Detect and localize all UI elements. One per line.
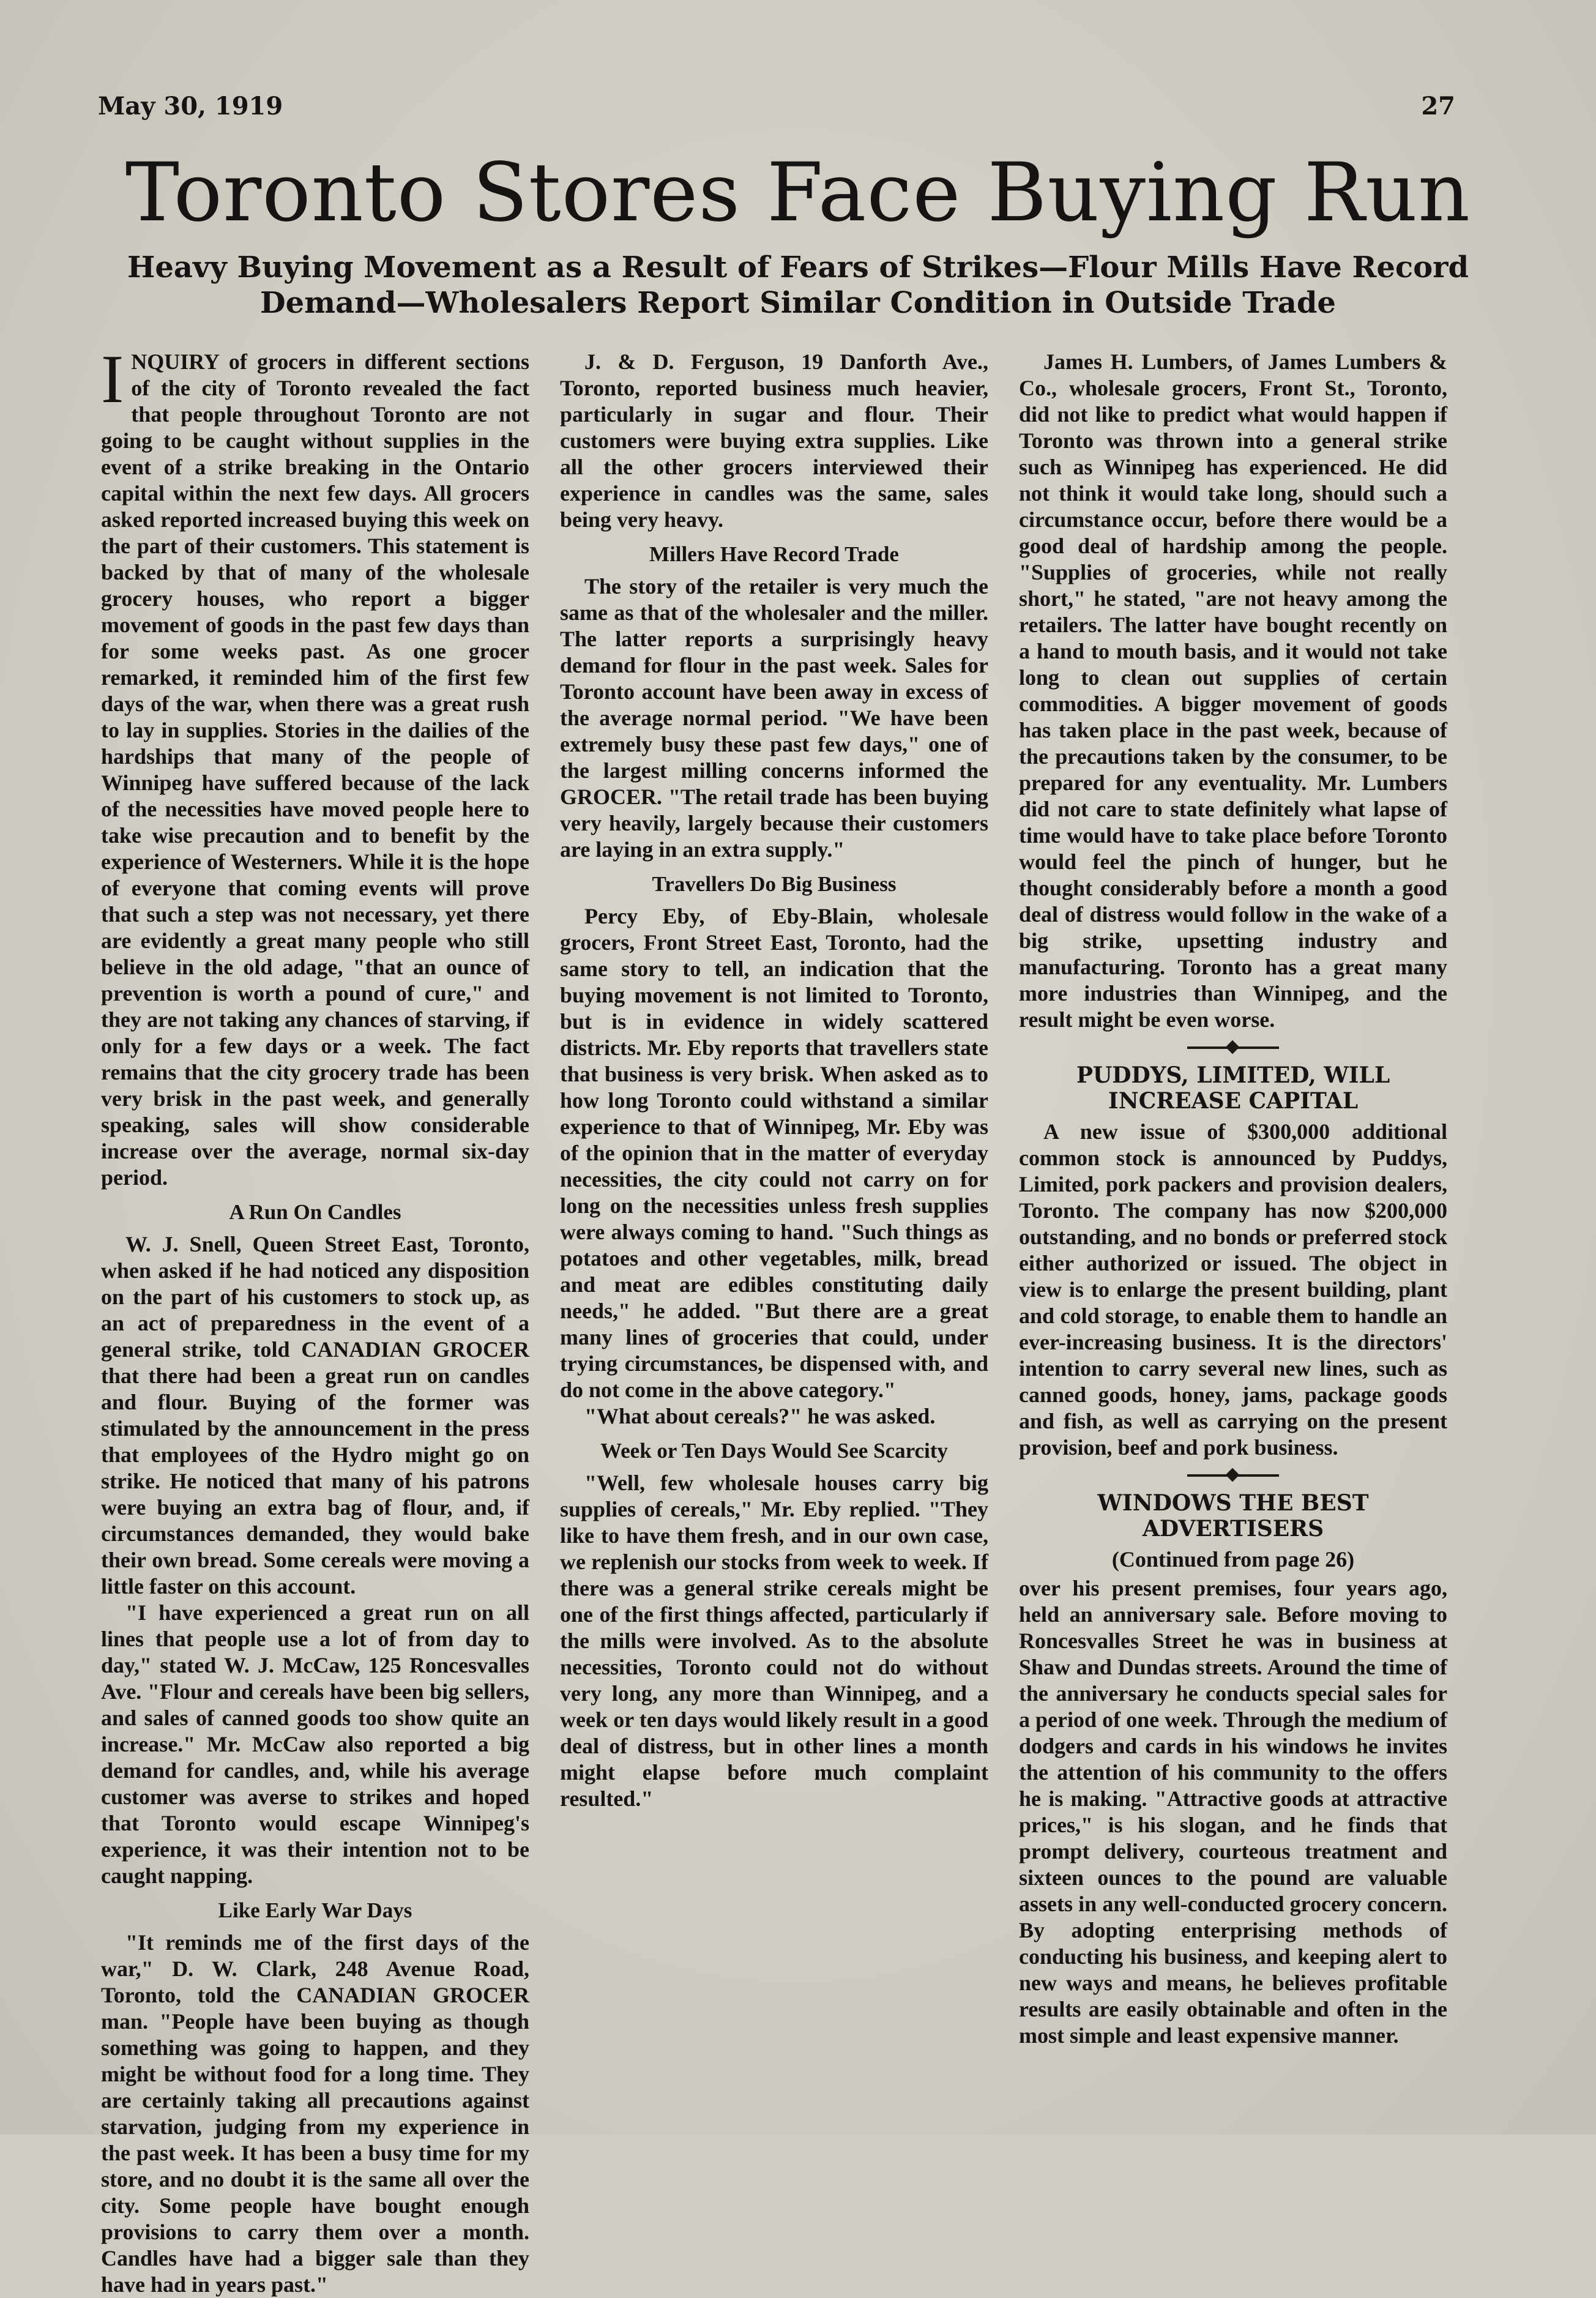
puddys-headline: PUDDYS, LIMITED, WILL INCREASE CAPITAL — [1076, 1062, 1390, 1114]
column-2 — [560, 349, 988, 1812]
column-3 — [1019, 349, 1447, 2049]
issue-date: May 30, 1919 — [98, 92, 283, 121]
lead-paragraph — [101, 341, 529, 1191]
paragraph: "I have experienced a great run on all lines that people use a lot of from day to day," stated W. J. McCaw, 125 Roncesvalles Ave. "Flour and cereals have been big sellers, and sales of canned goods too show quite an increase." Mr. McCaw also reported a big demand for candles, and, while his average customer was averse to strikes and hoped that Toronto would escape Winnipeg's experience, it was their intention not to be caught napping. — [101, 1600, 529, 1888]
column-1 — [101, 341, 529, 2298]
paragraph: "What about cereals?" he was asked. — [584, 1404, 936, 1428]
paragraph: "It reminds me of the first days of the war," D. W. Clark, 248 Avenue Road, Toronto, told the CANADIAN GROCER man. "People have been buying as though something was going to happen, and they might be without food for a long time. They are certainly taking all precautions against starvation, judging from my experience in the past week. It has been a busy time for my store, and no doubt it is the same all over the city. Some people have bought enough provisions to carry them over a month. Candles have had a bigger sale than they have had in years past." — [101, 1930, 529, 2297]
continued-note: (Continued from page 26) — [1111, 1547, 1355, 1572]
ornamental-rule — [1187, 1474, 1279, 1477]
subheadline-line: Heavy Buying Movement as a Result of Fears of Strikes—Flour Mills Have Record — [127, 250, 1469, 285]
paragraph: J. & D. Ferguson, 19 Danforth Ave., Toronto, reported business much heavier, particularly in sugar and flour. Their customers were buying extra supplies. Like all the other grocers interviewed their experience in candles was the same, sales being very heavy. — [560, 349, 988, 532]
paragraph: "Well, few wholesale houses carry big supplies of cereals," Mr. Eby replied. "They like to have them fresh, and in our own case, we replenish our stocks from week to week. If there was a general strike cereals might be one of the first things affected, particularly if the mills were involved. As to the absolute necessities, Toronto could not do without very long, any more than Winnipeg, and a week or ten days would likely result in a good deal of distress, but in other lines a month might elapse before much complaint resulted." — [560, 1471, 988, 1811]
subheadline-line: Demand—Wholesalers Report Similar Condition in Outside Trade — [260, 286, 1336, 320]
paragraph: Percy Eby, of Eby-Blain, wholesale grocers, Front Street East, Toronto, had the same story to tell, an indication that the buying movement is not limited to Toronto, but is in evidence in widely scattered districts. Mr. Eby reports that travellers state that business is very brisk. When asked as to how long Toronto could withstand a similar experience to that of Winnipeg, Mr. Eby was of the opinion that in the matter of everyday necessities, the city could not carry on for long on the necessities unless fresh supplies were always coming to hand. "Such things as potatoes and other vegetables, milk, bread and meat are edibles constituting daily needs," he added. "But there are a great many lines of groceries that could, under trying circumstances, be dispensed with, and do not come in the above category." — [560, 904, 988, 1402]
section-heading: Like Early War Days — [218, 1898, 412, 1922]
paragraph: James H. Lumbers, of James Lumbers & Co., wholesale grocers, Front St., Toronto, did not like to predict what would happen if Toronto was thrown into a general strike such as Winnipeg has experienced. He did not think it would take long, should such a circumstance occur, before there would be a good deal of hardship among the people. "Supplies of groceries, while not really short," he stated, "are not heavy among the retailers. The latter have bought recently on a hand to mouth basis, and it would not take long to clean out supplies of certain commodities. A bigger movement of goods has taken place in the past week, because of the precautions taken by the consumer, to be prepared for any eventuality. Mr. Lumbers did not care to state definitely what lapse of time would have to take place before Toronto would feel the pinch of hunger, but he thought considerably before a month a good deal of distress would follow in the wake of a big strike, upsetting industry and manufacturing. Toronto has a great many more industries than Winnipeg, and the result might be even worse. — [1019, 349, 1447, 1032]
page-number: 27 — [1421, 92, 1455, 121]
section-heading: Travellers Do Big Business — [652, 872, 897, 896]
running-head — [98, 92, 1455, 129]
windows-paragraph: over his present premises, four years ago, held an anniversary sale. Before moving to Roncesvalles Street he was in business at Shaw and Dundas streets. Around the time of the anniversary he conducts special sales for a period of one week. Through the medium of dodgers and cards in his windows he invites the attention of his community to the offers he is making. "Attractive goods at attractive prices," is his slogan, and he finds that prompt delivery, courteous treatment and sixteen ounces to the pound are valuable assets in any well-conducted grocery concern. By adopting enterprising methods of conducting his business, and keeping alert to new ways and means, he believes profitable results are easily obtainable and often in the most simple and least expensive manner. — [1019, 1576, 1447, 2048]
puddys-paragraph: A new issue of $300,000 additional common stock is announced by Puddys, Limited, pork packers and provision dealers, Toronto. The company has now $200,000 outstanding, and no bonds or preferred stock either authorized or issued. The object in view is to enlarge the present building, plant and cold storage, to enable them to handle an ever-increasing business. It is the directors' intention to carry several new lines, such as canned goods, honey, jams, package goods and fish, as well as carrying on the present provision, beef and pork business. — [1019, 1119, 1447, 1460]
windows-headline: WINDOWS THE BEST ADVERTISERS — [1097, 1490, 1369, 1542]
article-subheadline — [98, 250, 1498, 321]
ornamental-rule — [1187, 1046, 1279, 1049]
section-heading: Millers Have Record Trade — [649, 542, 899, 566]
article-headline: Toronto Stores Face Buying Run — [125, 146, 1471, 240]
paragraph: W. J. Snell, Queen Street East, Toronto, when asked if he had noticed any disposition on the part of his customers to stock up, as an act of preparedness in the event of a general strike, told CANADIAN GROCER that there had been a great run on candles and flour. Buying of the former was stimulated by the announcement in the press that employees of the Hydro might go on strike. He noticed that many of his patrons were buying an extra bag of flour, and, if circumstances demanded, they would bake their own bread. Some cereals were moving a little faster on this account. — [101, 1232, 529, 1599]
drop-cap: I — [101, 341, 124, 417]
paragraph: The story of the retailer is very much the same as that of the wholesaler and the miller. The latter reports a surprisingly heavy demand for flour in the past week. Sales for Toronto account have been away in excess of the average normal period. "We have been extremely busy these past few days," one of the largest milling concerns informed the GROCER. "The retail trade has been buying very heavily, largely because their customers are laying in an extra supply." — [560, 574, 988, 862]
section-heading: A Run On Candles — [229, 1200, 401, 1224]
paragraph-text: NQUIRY of grocers in different sections of the city of Toronto revealed the fact that people throughout Toronto are not going to be caught without supplies in the event of a strike breaking in the Ontario capital within the next few days. All grocers asked reported increased buying this week on the part of their customers. This statement is backed by that of many of the wholesale grocery houses, who report a bigger movement of goods in the past few days than for some weeks past. As one grocer remarked, it reminded him of the first few days of the war, when there was a great rush to lay in supplies. Stories in the dailies of the hardships that many of the people of Winnipeg have suffered because of the lack of the necessities have moved people here to take wise precaution and to benefit by the experience of Westerners. While it is the hope of everyone that coming events will prove that such a step was not necessary, yet there are evidently a great many people who still believe in the old adage, "that an ounce of prevention is worth a pound of cure," and they are not taking any chances of starving, if only for a few days or a week. The fact remains that the city grocery trade has been very brisk in the past week, and generally speaking, sales will show considerable increase over the average, normal six-day period. — [101, 349, 529, 1190]
section-heading: Week or Ten Days Would See Scarcity — [600, 1439, 948, 1463]
